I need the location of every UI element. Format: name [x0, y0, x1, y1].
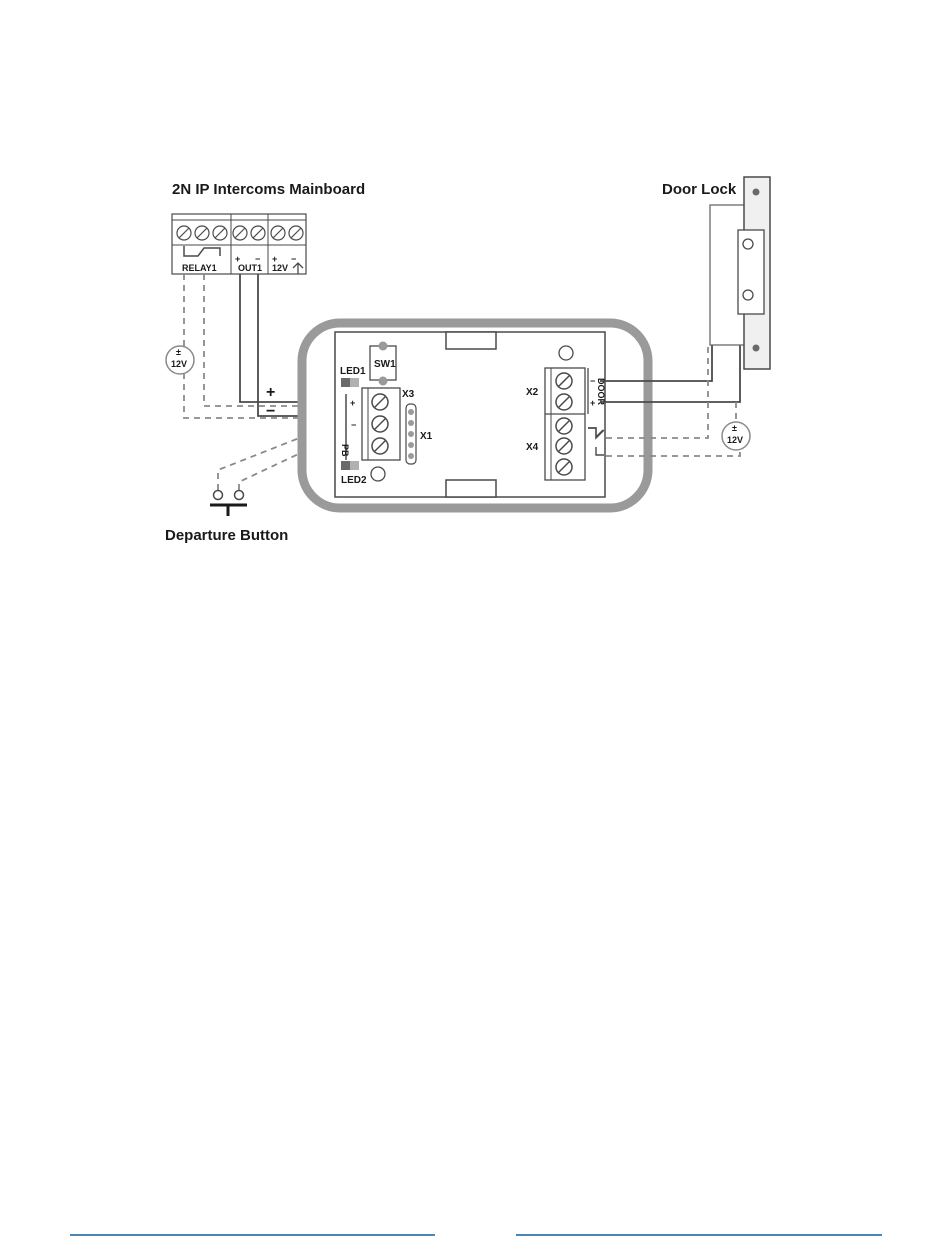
- out1-plus-label: +: [235, 254, 241, 264]
- x2-label: X2: [526, 387, 539, 398]
- led1-indicator: [341, 378, 350, 387]
- left-12v-pm: ±: [176, 347, 181, 357]
- x3-minus-label: −: [351, 420, 357, 430]
- mainboard-title: 2N IP Intercoms Mainboard: [172, 181, 366, 198]
- right-12v-label: 12V: [727, 435, 744, 445]
- x4-label: X4: [526, 442, 539, 453]
- x2-screw: [556, 373, 572, 389]
- v12-plus-label: +: [272, 254, 278, 264]
- x2-plus-label: +: [590, 398, 596, 408]
- led2-indicator: [341, 461, 350, 470]
- x4-screw: [556, 418, 572, 434]
- minus-sign: −: [266, 403, 276, 420]
- departure-button-title: Departure Button: [165, 527, 289, 544]
- footer-rule-left: [70, 1234, 435, 1236]
- relay1-label: RELAY1: [182, 263, 217, 273]
- x1-label: X1: [420, 431, 433, 442]
- footer-rule-right: [516, 1234, 882, 1236]
- pb-label: PB: [340, 444, 350, 457]
- left-12v-label: 12V: [171, 359, 188, 369]
- sw1-label: SW1: [374, 359, 396, 370]
- mainboard-screw: [177, 226, 191, 240]
- pcb-notch-bottom: [446, 480, 496, 497]
- v12-terminal-label: 12V: [272, 263, 289, 273]
- x2-minus-label: −: [590, 376, 596, 386]
- led2-label: LED2: [341, 475, 367, 486]
- mainboard-screw: [251, 226, 265, 240]
- mainboard-screw: [233, 226, 247, 240]
- door-lock: [710, 177, 770, 369]
- mainboard-screw: [271, 226, 285, 240]
- mounting-hole: [559, 346, 573, 360]
- out1-label: OUT1: [238, 263, 263, 273]
- x3-screw: [372, 394, 388, 410]
- access-module: [302, 323, 648, 508]
- door-label: DOOR: [596, 378, 606, 405]
- mainboard-terminal-block: [172, 214, 306, 274]
- x3-screw: [372, 416, 388, 432]
- plus-sign: +: [266, 384, 276, 401]
- mainboard-screw: [195, 226, 209, 240]
- right-12v-pm: ±: [732, 423, 737, 433]
- v12-minus-label: −: [291, 254, 297, 264]
- led1-label: LED1: [340, 366, 366, 377]
- mainboard-screw: [213, 226, 227, 240]
- x3-screw: [372, 438, 388, 454]
- mounting-hole: [371, 467, 385, 481]
- left-12v-supply: [166, 346, 194, 374]
- door-lock-title: Door Lock: [662, 181, 737, 198]
- x4-screw: [556, 438, 572, 454]
- pcb-notch-top: [446, 332, 496, 349]
- x3-label: X3: [402, 389, 415, 400]
- mainboard-screw: [289, 226, 303, 240]
- x2-screw: [556, 394, 572, 410]
- out1-minus-label: −: [255, 254, 261, 264]
- x3-plus-label: +: [350, 398, 356, 408]
- x4-screw: [556, 459, 572, 475]
- right-12v-supply: [722, 422, 750, 450]
